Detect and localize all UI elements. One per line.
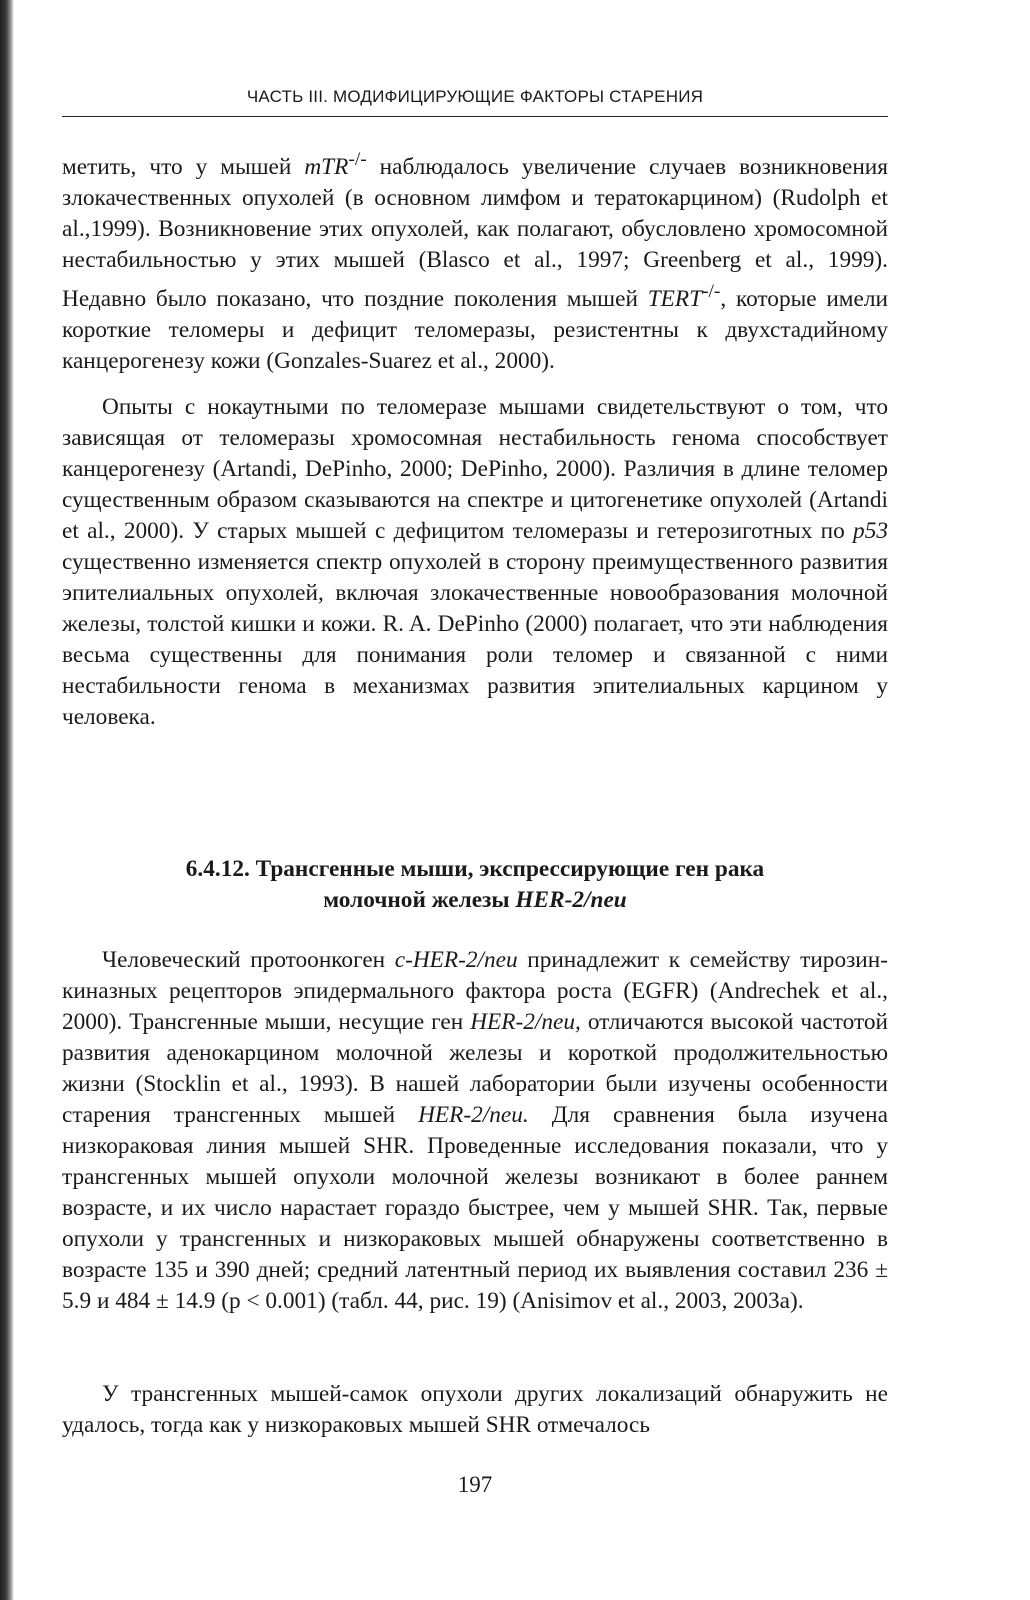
heading-line-2: молочной железы xyxy=(323,887,516,913)
page-binding-shadow xyxy=(0,0,14,1600)
paragraph-3 xyxy=(62,945,888,1317)
text-run: , которые имели короткие теломеры и дефицит теломеразы, резистентны к двухстадийному канцерогенезу кожи (Gonzales-Suarez et al., 2000). xyxy=(62,285,888,374)
text-run: принадлежит к семейству тирозин-киназных рецепторов эпидермального фактора роста (EGFR) (Andrechek et al., 2000). Трансгенные мыши, несущие ген xyxy=(62,947,888,1035)
gene-name: TERT xyxy=(647,285,703,312)
heading-line-1: 6.4.12. Трансгенные мыши, экспрессирующие ген рака xyxy=(185,856,765,882)
text-run: Опыты с нокаутными по теломеразе мышами свидетельствуют о том, что зависящая от теломеразы хромосомная нестабильность генома способствует канцерогенезу (Artandi, DePinho, 2000; DePinho, 2000). Различия в длине теломер существенным образом сказываются на спектре и цитогенетике опухолей (Artandi et al., 2000). У старых мышей с дефицитом теломеразы и гетерозиготных по xyxy=(62,394,888,544)
section-heading xyxy=(62,854,888,916)
gene-name: HER-2/neu, xyxy=(470,1009,581,1035)
gene-name: HER-2/neu. xyxy=(418,1102,529,1128)
paragraph-4: У трансгенных мышей-самок опухоли других локализаций обнаружить не удалось, тогда как у низкораковых мышей SHR отмечалось xyxy=(62,1381,888,1438)
paragraph-1 xyxy=(62,144,888,377)
genotype-superscript: -/- xyxy=(348,149,367,170)
text-run: Человеческий протоонкоген xyxy=(102,947,395,973)
gene-name: p53 xyxy=(853,518,888,544)
running-head: ЧАСТЬ III. МОДИФИЦИРУЮЩИЕ ФАКТОРЫ СТАРЕНИЯ xyxy=(246,87,704,106)
text-run: наблюдалось увеличение случаев возникновения злокачественных опухолей (в основном лимфом и тератокарцином) (Rudolph et al.,1999). Возникновение этих опухолей, как полагают, обусловлено хромосомной нестабильностью у этих мышей (Blasco et al., 1997; Greenberg et al., 1999). Недавно было показано, что поздние поколения мышей xyxy=(62,153,888,312)
paragraph-2 xyxy=(62,392,888,733)
gene-name: c-HER-2/neu xyxy=(394,947,518,973)
text-run: отличаются высокой частотой развития аденокарцином молочной железы и короткой продолжительностью жизни (Stocklin et al., 1993). В нашей лаборатории были изучены особенности старения трансгенных мышей xyxy=(62,1009,888,1128)
genotype-superscript: -/- xyxy=(702,280,721,302)
text-run: метить, что у мышей xyxy=(62,153,305,180)
header-rule xyxy=(62,116,888,117)
text-run: существенно изменяется спектр опухолей в сторону преимущественного развития эпителиальных опухолей, включая злокачественные новообразования молочной железы, толстой кишки и кожи. R. A. DePinho (2000) полагает, что эти наблюдения весьма существенны для понимания роли теломер и связанной с ними нестабильности генома в механизмах развития эпителиальных карцином у человека. xyxy=(62,549,888,730)
text-run: Для сравнения была изучена низкораковая линия мышей SHR. Проведенные исследования показали, что у трансгенных мышей опухоли молочной железы возникают в более раннем возрасте, и их число нарастает гораздо быстрее, чем у мышей SHR. Так, первые опухоли у трансгенных и низкораковых мышей обнаружены соответственно в возрасте 135 и 390 дней; средний латентный период их выявления составил 236 ± 5.9 и 484 ± 14.9 (p < 0.001) (табл. 44, рис. 19) (Anisimov et al., 2003, 2003a). xyxy=(62,1102,888,1314)
page-number: 197 xyxy=(457,1472,493,1497)
gene-name: mTR xyxy=(304,153,349,180)
heading-gene-name: HER-2/neu xyxy=(515,887,627,913)
